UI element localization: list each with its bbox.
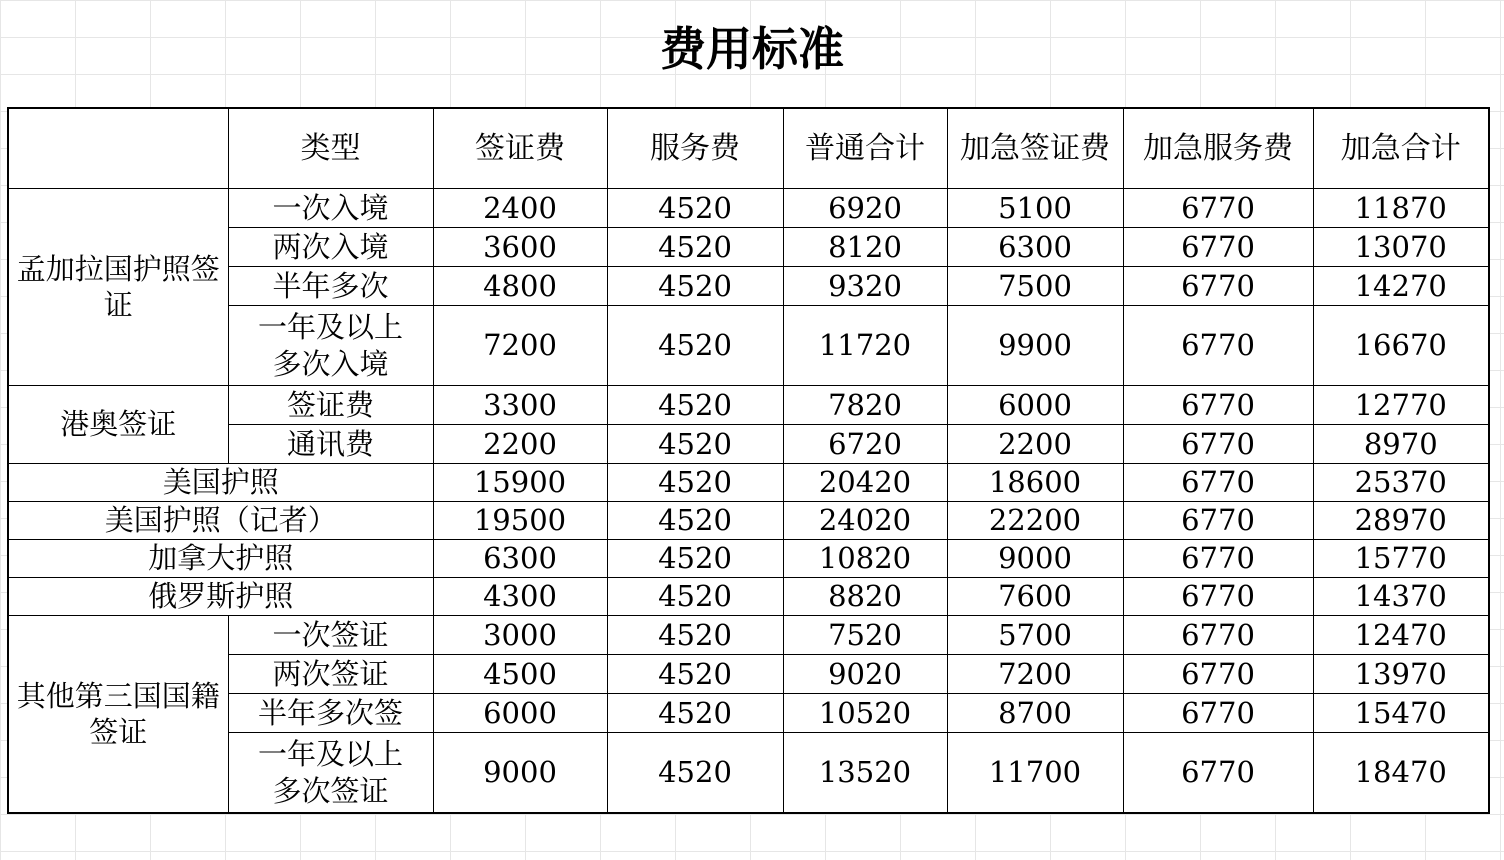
value-cell: 4520 xyxy=(607,694,783,733)
value-cell: 3600 xyxy=(433,228,607,267)
row-type: 一年及以上多次入境 xyxy=(228,306,433,386)
single-label: 美国护照 xyxy=(8,464,433,502)
value-cell: 4500 xyxy=(433,655,607,694)
table-row xyxy=(8,616,1489,655)
value-cell: 5100 xyxy=(947,189,1123,228)
value-cell: 9000 xyxy=(433,733,607,814)
value-cell: 16670 xyxy=(1313,306,1489,386)
table-row xyxy=(8,578,1489,616)
header-row xyxy=(8,108,1489,189)
value-cell: 9000 xyxy=(947,540,1123,578)
header-cell-urgent-visa-fee: 加急签证费 xyxy=(947,108,1123,189)
table-row xyxy=(8,464,1489,502)
value-cell: 10520 xyxy=(783,694,947,733)
value-cell: 22200 xyxy=(947,502,1123,540)
header-cell-type: 类型 xyxy=(228,108,433,189)
value-cell: 4520 xyxy=(607,425,783,464)
value-cell: 15470 xyxy=(1313,694,1489,733)
page-title: 费用标准 xyxy=(660,22,844,76)
value-cell: 25370 xyxy=(1313,464,1489,502)
group-label-hkmacau: 港奥签证 xyxy=(8,386,228,464)
fee-table xyxy=(7,107,1490,814)
value-cell: 4520 xyxy=(607,386,783,425)
value-cell: 4520 xyxy=(607,733,783,814)
single-label: 美国护照（记者） xyxy=(8,502,433,540)
value-cell: 10820 xyxy=(783,540,947,578)
table-row xyxy=(8,228,1489,267)
value-cell: 9020 xyxy=(783,655,947,694)
table-row xyxy=(8,306,1489,386)
value-cell: 6720 xyxy=(783,425,947,464)
value-cell: 12470 xyxy=(1313,616,1489,655)
value-cell: 7500 xyxy=(947,267,1123,306)
row-type: 半年多次 xyxy=(228,267,433,306)
value-cell: 6770 xyxy=(1123,228,1313,267)
value-cell: 7600 xyxy=(947,578,1123,616)
value-cell: 6770 xyxy=(1123,655,1313,694)
table-row xyxy=(8,694,1489,733)
value-cell: 28970 xyxy=(1313,502,1489,540)
value-cell: 13070 xyxy=(1313,228,1489,267)
row-type: 签证费 xyxy=(228,386,433,425)
value-cell: 18470 xyxy=(1313,733,1489,814)
value-cell: 7200 xyxy=(947,655,1123,694)
header-cell-visa-fee: 签证费 xyxy=(433,108,607,189)
table-row xyxy=(8,502,1489,540)
table-row xyxy=(8,386,1489,425)
value-cell: 8970 xyxy=(1313,425,1489,464)
value-cell: 11720 xyxy=(783,306,947,386)
table-row xyxy=(8,267,1489,306)
value-cell: 6770 xyxy=(1123,502,1313,540)
value-cell: 8120 xyxy=(783,228,947,267)
value-cell: 12770 xyxy=(1313,386,1489,425)
value-cell: 9900 xyxy=(947,306,1123,386)
value-cell: 2200 xyxy=(947,425,1123,464)
value-cell: 7200 xyxy=(433,306,607,386)
header-cell-empty xyxy=(8,108,228,189)
row-type: 两次签证 xyxy=(228,655,433,694)
value-cell: 6770 xyxy=(1123,386,1313,425)
header-cell-urgent-total: 加急合计 xyxy=(1313,108,1489,189)
value-cell: 3300 xyxy=(433,386,607,425)
value-cell: 6770 xyxy=(1123,694,1313,733)
header-cell-urgent-service-fee: 加急服务费 xyxy=(1123,108,1313,189)
value-cell: 6770 xyxy=(1123,267,1313,306)
table-row xyxy=(8,733,1489,814)
value-cell: 19500 xyxy=(433,502,607,540)
value-cell: 8820 xyxy=(783,578,947,616)
value-cell: 6000 xyxy=(433,694,607,733)
value-cell: 6770 xyxy=(1123,540,1313,578)
value-cell: 2200 xyxy=(433,425,607,464)
value-cell: 13970 xyxy=(1313,655,1489,694)
value-cell: 11870 xyxy=(1313,189,1489,228)
row-type: 一次签证 xyxy=(228,616,433,655)
row-type: 通讯费 xyxy=(228,425,433,464)
value-cell: 6300 xyxy=(947,228,1123,267)
value-cell: 4520 xyxy=(607,464,783,502)
value-cell: 7820 xyxy=(783,386,947,425)
value-cell: 18600 xyxy=(947,464,1123,502)
group-label-others: 其他第三国国籍签证 xyxy=(8,616,228,814)
value-cell: 20420 xyxy=(783,464,947,502)
value-cell: 6000 xyxy=(947,386,1123,425)
header-cell-normal-total: 普通合计 xyxy=(783,108,947,189)
table-row xyxy=(8,189,1489,228)
value-cell: 4520 xyxy=(607,616,783,655)
single-label: 俄罗斯护照 xyxy=(8,578,433,616)
row-type: 一次入境 xyxy=(228,189,433,228)
value-cell: 6770 xyxy=(1123,616,1313,655)
table-row xyxy=(8,425,1489,464)
value-cell: 3000 xyxy=(433,616,607,655)
table-row xyxy=(8,540,1489,578)
header-cell-service-fee: 服务费 xyxy=(607,108,783,189)
value-cell: 4520 xyxy=(607,502,783,540)
value-cell: 4520 xyxy=(607,189,783,228)
table-row xyxy=(8,655,1489,694)
value-cell: 4520 xyxy=(607,540,783,578)
group-label-bangladesh: 孟加拉国护照签证 xyxy=(8,189,228,386)
value-cell: 8700 xyxy=(947,694,1123,733)
value-cell: 4800 xyxy=(433,267,607,306)
value-cell: 4520 xyxy=(607,306,783,386)
row-type: 两次入境 xyxy=(228,228,433,267)
value-cell: 4300 xyxy=(433,578,607,616)
row-type: 一年及以上多次签证 xyxy=(228,733,433,814)
value-cell: 11700 xyxy=(947,733,1123,814)
value-cell: 5700 xyxy=(947,616,1123,655)
value-cell: 14370 xyxy=(1313,578,1489,616)
value-cell: 24020 xyxy=(783,502,947,540)
value-cell: 7520 xyxy=(783,616,947,655)
value-cell: 4520 xyxy=(607,655,783,694)
single-label: 加拿大护照 xyxy=(8,540,433,578)
value-cell: 15770 xyxy=(1313,540,1489,578)
value-cell: 15900 xyxy=(433,464,607,502)
value-cell: 14270 xyxy=(1313,267,1489,306)
value-cell: 6300 xyxy=(433,540,607,578)
value-cell: 13520 xyxy=(783,733,947,814)
value-cell: 4520 xyxy=(607,267,783,306)
value-cell: 4520 xyxy=(607,228,783,267)
value-cell: 6770 xyxy=(1123,425,1313,464)
value-cell: 9320 xyxy=(783,267,947,306)
value-cell: 6920 xyxy=(783,189,947,228)
value-cell: 6770 xyxy=(1123,578,1313,616)
value-cell: 4520 xyxy=(607,578,783,616)
value-cell: 6770 xyxy=(1123,464,1313,502)
value-cell: 2400 xyxy=(433,189,607,228)
value-cell: 6770 xyxy=(1123,306,1313,386)
value-cell: 6770 xyxy=(1123,189,1313,228)
value-cell: 6770 xyxy=(1123,733,1313,814)
row-type: 半年多次签 xyxy=(228,694,433,733)
